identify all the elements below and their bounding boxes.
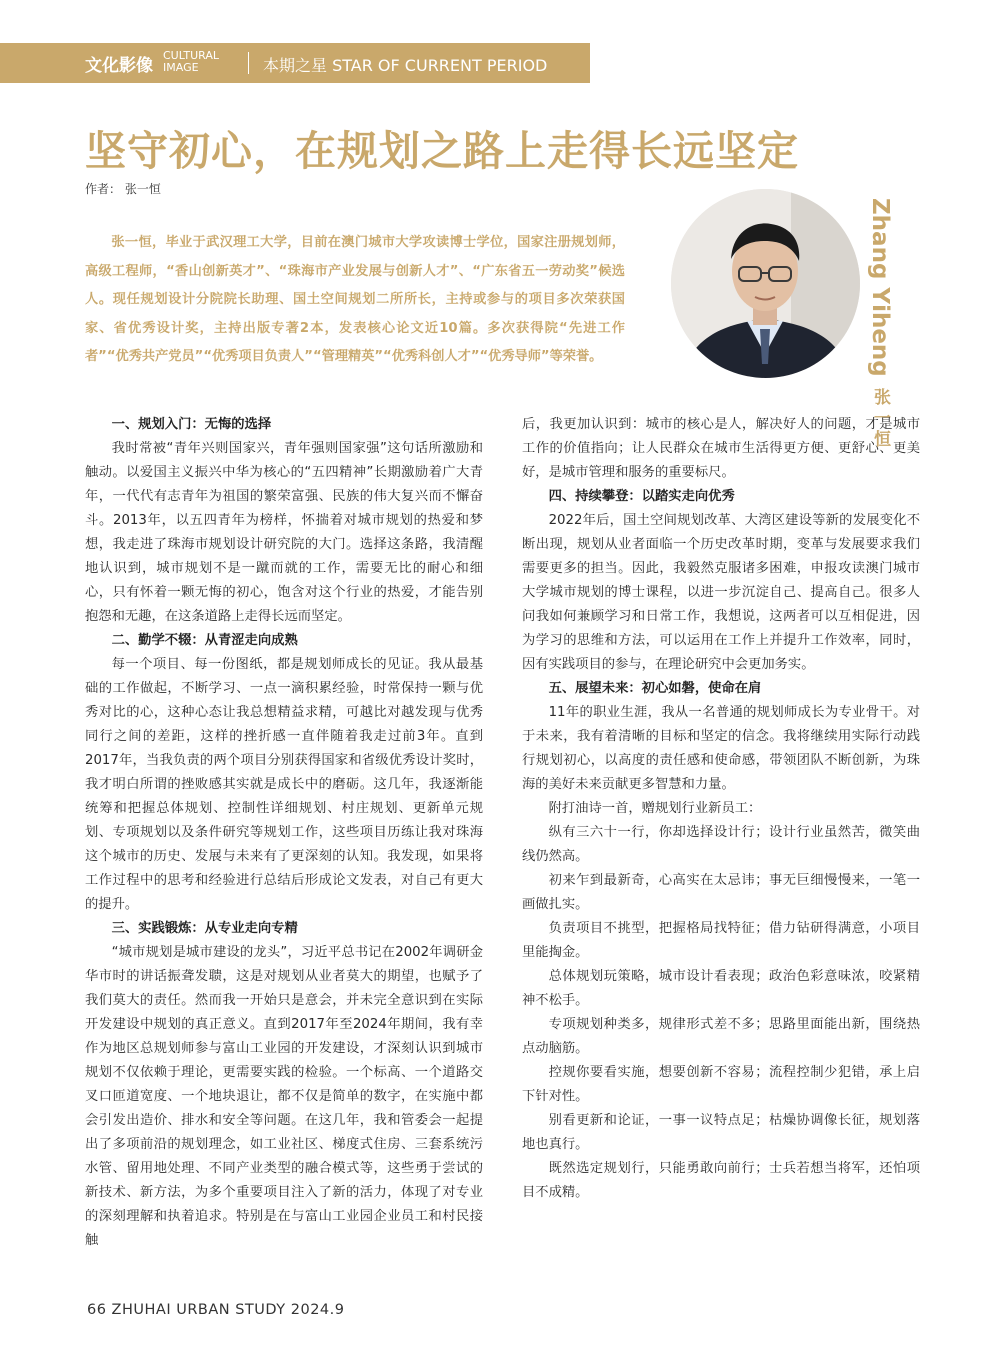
author-photo-illustration	[671, 189, 860, 378]
column-name: 本期之星 STAR OF CURRENT PERIOD	[263, 56, 548, 75]
author-intro: 张一恒，毕业于武汉理工大学，目前在澳门城市大学攻读博士学位，国家注册规划师，高级工程师，“香山创新英才”、“珠海市产业发展与创新人才”、“广东省五一劳动奖”候选人。现任规划设计分院院长助理、国土空间规划二所所长，主持或参与的项目多次荣获国家、省优秀设计奖，主持出版专著2本，发表核心论文近10篇。多次获得院“先进工作者”“优秀共产党员”“优秀项目负责人”“管理精英”“优秀科创人才”“优秀导师”等荣誉。	[85, 235, 625, 364]
paragraph-2: 每一个项目、每一份图纸，都是规划师成长的见证。我从最基础的工作做起，不断学习、一点一滴积累经验，时常保持一颗与优秀对比的心，这种心态让我总想精益求精，可越比对越发现与优秀同行之间的差距，这样的挫折感一直伴随着我走过前3年。直到2017年，当我负责的两个项目分别获得国家和省级优秀设计奖时，我才明白所谓的挫败感其实就是成长中的磨砺。这几年，我逐渐能统筹和把握总体规划、控制性详细规划、村庄规划、更新单元规划、专项规划以及条件研究等规划工作，这些项目历练让我对珠海这个城市的历史、发展与未来有了更深刻的认知。我发现，如果将工作过程中的思考和经验进行总结后形成论文发表，对自己有更大的提升。	[85, 657, 483, 912]
poem-stanza-5: 专项规划种类多，规律形式差不多；思路里面能出新，围绕热点动脑筋。	[522, 1017, 920, 1056]
article-byline: 作者： 张一恒	[85, 182, 161, 196]
poem-stanza-6: 控规你要看实施，想要创新不容易；流程控制少犯错，承上启下针对性。	[522, 1065, 920, 1104]
poem-intro: 附打油诗一首，赠规划行业新员工：	[548, 801, 762, 816]
article-column-right	[522, 413, 920, 1205]
section-heading-4: 四、持续攀登：以踏实走向优秀	[548, 489, 735, 504]
article-column-left	[85, 413, 483, 1253]
article-title: 坚守初心，在规划之路上走得长远坚定	[85, 127, 799, 175]
section-heading-1: 一、规划入门：无悔的选择	[111, 417, 272, 432]
poem-stanza-3: 负责项目不挑型，把握格局找特征；借力钻研得满意，小项目里能掏金。	[522, 921, 920, 960]
section-heading-5: 五、展望未来：初心如磐，使命在肩	[548, 681, 762, 696]
page-footer: 66 ZHUHAI URBAN STUDY 2024.9	[87, 1302, 345, 1318]
author-portrait	[671, 189, 860, 378]
paragraph-3-continued: 后，我更加认识到：城市的核心是人，解决好人的问题，才是城市工作的价值指向；让人民群众在城市生活得更方便、更舒心、更美好，是城市管理和服务的重要标尺。	[522, 417, 920, 480]
poem-stanza-7: 别看更新和论证，一事一议特点足；枯燥协调像长征，规划落地也真行。	[522, 1113, 920, 1152]
section-title-en: CULTURAL IMAGE	[163, 49, 219, 74]
header-divider	[248, 52, 249, 74]
paragraph-3: “城市规划是城市建设的龙头”，习近平总书记在2002年调研金华市时的讲话振聋发聩，这是对规划从业者莫大的期望，也赋予了我们莫大的责任。然而我一开始只是意会，并未完全意识到在实际开发建设中规划的真正意义。直到2017年至2024年期间，我有幸作为地区总规划师参与富山工业园的开发建设，才深刻认识到城市规划不仅依赖于理论，更需要实践的检验。一个标高、一个道路交叉口匝道宽度、一个地块退让，都不仅是简单的数字，在实施中都会引发出造价、排水和安全等问题。在这几年，我和管委会一起提出了多项前沿的规划理念，如工业社区、梯度式住房、三套系统污水管、留用地处理、不同产业类型的融合模式等，这些勇于尝试的新技术、新方法，为多个重要项目注入了新的活力，体现了对专业的深刻理解和执着追求。特别是在与富山工业园企业员工和村民接触	[85, 945, 483, 1248]
poem-stanza-2: 初来乍到最新奇，心高实在太忌讳；事无巨细慢慢来，一笔一画做扎实。	[522, 873, 920, 912]
poem-stanza-1: 纵有三六十一行，你却选择设计行；设计行业虽然苦，微笑曲线仍然高。	[522, 825, 920, 864]
poem-stanza-8: 既然选定规划行，只能勇敢向前行；士兵若想当将军，还怕项目不成精。	[522, 1161, 920, 1200]
section-title-cn: 文化影像	[85, 56, 153, 76]
paragraph-1: 我时常被“青年兴则国家兴，青年强则国家强”这句话所激励和触动。以爱国主义振兴中华为核心的“五四精神”长期激励着广大青年，一代代有志青年为祖国的繁荣富强、民族的伟大复兴而不懈奋斗。2013年，以五四青年为榜样，怀揣着对城市规划的热爱和梦想，我走进了珠海市规划设计研究院的大门。选择这条路，我清醒地认识到，城市规划不是一蹴而就的工作，需要无比的耐心和细心，只有怀着一颗无悔的初心，饱含对这个行业的热爱，才能告别抱怨和无趣，在这条道路上走得长远而坚定。	[85, 441, 483, 624]
paragraph-4: 2022年后，国土空间规划改革、大湾区建设等新的发展变化不断出现，规划从业者面临一个历史改革时期，变革与发展要求我们需要更多的担当。因此，我毅然克服诸多困难，申报攻读澳门城市大学城市规划的博士课程，以进一步沉淀自己、提高自己。很多人问我如何兼顾学习和日常工作，我想说，这两者可以互相促进，因为学习的思维和方法，可以运用在工作上并提升工作效率，同时，因有实践项目的参与，在理论研究中会更加务实。	[522, 513, 920, 672]
poem-stanza-4: 总体规划玩策略，城市设计看表现；政治色彩意味浓，咬紧精神不松手。	[522, 969, 920, 1008]
paragraph-5: 11年的职业生涯，我从一名普通的规划师成长为专业骨干。对于未来，我有着清晰的目标和坚定的信念。我将继续用实际行动践行规划初心，以高度的责任感和使命感，带领团队不断创新，为珠海的美好未来贡献更多智慧和力量。	[522, 705, 920, 792]
author-name-en: Zhang Yiheng	[867, 198, 893, 377]
author-name-cn: 张一恒	[870, 388, 890, 452]
section-header-band	[0, 43, 590, 83]
section-heading-2: 二、勤学不辍：从青涩走向成熟	[111, 633, 298, 648]
section-heading-3: 三、实践锻炼：从专业走向专精	[111, 921, 298, 936]
